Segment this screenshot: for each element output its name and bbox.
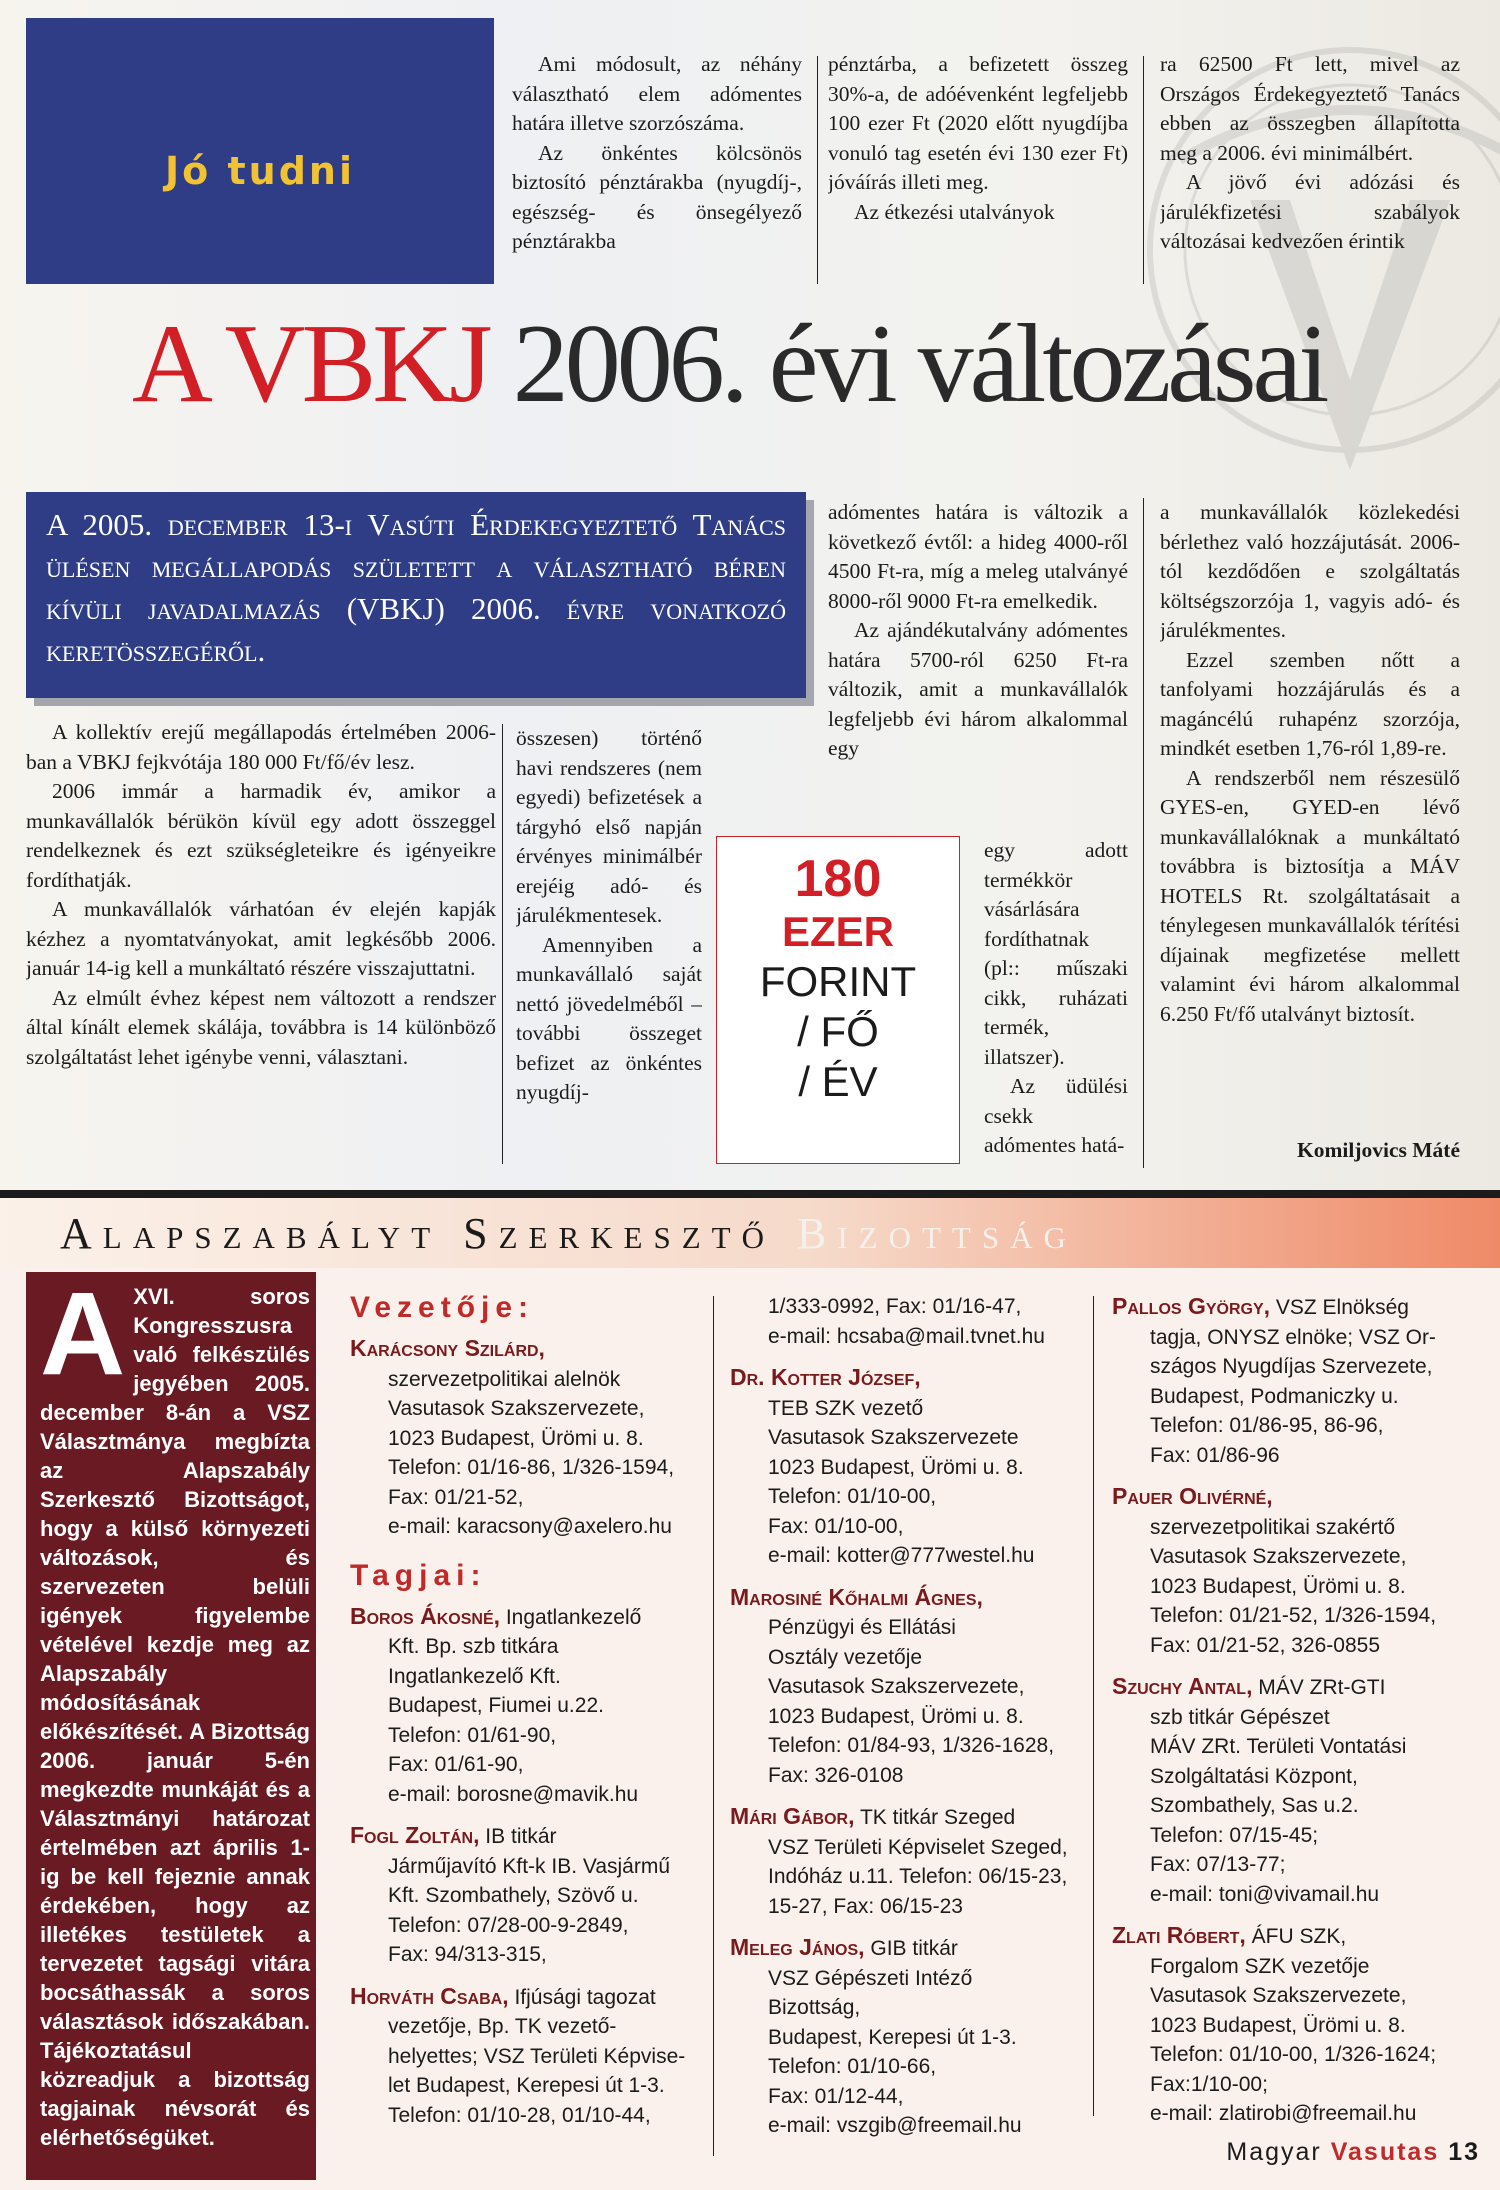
contact-line: e-mail: vszgib@freemail.hu [768, 2114, 1022, 2137]
paragraph: a munkavállalók közlekedési bérlethez való hozzájutását. 2006-tól kezdődően e szolgáltatás költségszorzója 1, vagyis adó- és járulékmentes. [1160, 500, 1460, 642]
contact-role: Ifjúsági tagozat [508, 1985, 656, 2009]
page-number: 13 [1448, 2138, 1480, 2166]
contact-line: Telefon: 01/10-00, [768, 1485, 937, 1508]
contact-line: VSZ Gépészeti Intéző [768, 1966, 973, 1990]
column-rule [1143, 56, 1144, 284]
contact-role: IB titkár [479, 1825, 557, 1848]
contact-name: Pauer Olivérné, [1112, 1483, 1273, 1509]
contact-name: Karácsony Szilárd, [350, 1335, 545, 1361]
contact-line: e-mail: kotter@777westel.hu [768, 1544, 1035, 1567]
callout-amount: 180 [794, 850, 882, 908]
contact-role: GIB titkár [864, 1937, 958, 1960]
contact-line: tagja, ONYSZ elnöke; VSZ Or- [1150, 1325, 1436, 1349]
contact-line: e-mail: hcsaba@mail.tvnet.hu [768, 1324, 1045, 1348]
contact-line: Fax:1/10-00; [1150, 2072, 1268, 2096]
paragraph: A munkavállalók várhatóan év elején kapják kézhez a nyomtatványokat, amit legkésőbb 2006. január 14-ig kell a munkáltató részére visszajuttatni. [26, 897, 496, 980]
contact-line: 1023 Budapest, Ürömi u. 8. [768, 1455, 1024, 1479]
contact-line: Telefon: 07/28-00-9-2849, [388, 1913, 629, 1937]
contact-line: szágos Nyugdíjas Szervezete, [1150, 1355, 1433, 1378]
magazine-name-1: Magyar [1226, 2138, 1322, 2166]
contact-line: szervezetpolitikai alelnök [388, 1367, 621, 1391]
contact-line: Kft. Szombathely, Szövő u. [388, 1884, 639, 1907]
contact-line: Telefon: 01/16-86, 1/326-1594, [388, 1456, 675, 1479]
contact-entry [1112, 1482, 1482, 1660]
contact-line: Fax: 326-0108 [768, 1763, 904, 1787]
section-divider [0, 1190, 1500, 1198]
contact-name: Mári Gábor, [730, 1803, 855, 1829]
contact-line: Fax: 01/12-44, [768, 2084, 904, 2108]
contact-line: Telefon: 01/10-28, 01/10-44, [388, 2103, 651, 2127]
contact-line: Vasutasok Szakszervezete, [388, 1397, 645, 1420]
contact-line: Budapest, Fiumei u.22. [388, 1694, 604, 1717]
column-rule [817, 56, 818, 284]
contact-line: Szolgáltatási Központ, [1150, 1764, 1358, 1788]
paragraph: Az önkéntes kölcsönös biztosító pénztárakba (nyugdíj-, egészség- és önsegélyező pénztárakba [512, 140, 802, 253]
contact-name: Meleg János, [730, 1934, 865, 1960]
top-column-3 [1160, 50, 1460, 288]
contact-line: 1023 Budapest, Ürömi u. 8. [768, 1704, 1024, 1728]
contact-line: Vasutasok Szakszervezete [768, 1426, 1019, 1449]
kicker-label: Jó tudni [165, 149, 355, 193]
contact-line: 1023 Budapest, Ürömi u. 8. [1150, 1574, 1406, 1598]
callout-per-year: / ÉV [798, 1058, 878, 1105]
body-column-3-top [828, 498, 1128, 828]
contact-line: Fax: 01/10-00, [768, 1514, 904, 1538]
paragraph: Amennyiben a munkavállaló saját nettó jövedelméből – további összeget befizet az önkéntes nyugdíj- [516, 932, 702, 1104]
paragraph: Az ajándékutalvány adómentes határa 5700-ról 6250 Ft-ra változik, amit a munkavállalók legfeljebb évi három alkalommal egy [828, 618, 1128, 760]
contact-name: Dr. Kotter József, [730, 1364, 921, 1390]
section-banner [0, 1198, 1500, 1268]
paragraph: Az elmúlt évhez képest nem változott a rendszer által kínált elemek skálája, továbbra is 14 különböző szolgáltatást lehet igénybe venni, választani. [26, 985, 496, 1069]
contact-line: 1023 Budapest, Ürömi u. 8. [388, 1426, 644, 1450]
contact-entry [350, 1334, 720, 1542]
contact-line: e-mail: toni@vivamail.hu [1150, 1882, 1380, 1906]
contact-line: e-mail: borosne@mavik.hu [388, 1782, 639, 1806]
contact-line: Telefon: 01/10-66, [768, 2055, 937, 2078]
contact-name: Szuchy Antal, [1112, 1673, 1253, 1699]
contact-name: Horváth Csaba, [350, 1982, 509, 2009]
contact-line: VSZ Területi Képviselet Szeged, [768, 1835, 1068, 1859]
contact-line: e-mail: zlatirobi@freemail.hu [1150, 2102, 1417, 2125]
contact-continuation [730, 1292, 1100, 1351]
contact-role: VSZ Elnökség [1270, 1296, 1409, 1319]
column-rule [1093, 1296, 1094, 2116]
contact-line: Pénzügyi és Ellátási [768, 1616, 956, 1639]
paragraph: Ami módosult, az néhány választható elem adómentes határa illetve szorzószáma. [512, 52, 802, 135]
contact-line: Telefon: 01/21-52, 1/326-1594, [1150, 1604, 1437, 1627]
contact-line: szb titkár Gépészet [1150, 1705, 1330, 1729]
paragraph: összesen) történő havi rendszeres (nem egyedi) befizetések a tárgyhó első napján érvényes minimálbér erejéig adó- és járulékmentesek. [516, 726, 702, 927]
contact-line: Fax: 94/313-315, [388, 1943, 547, 1966]
contact-line: Budapest, Podmaniczky u. [1150, 1384, 1399, 1408]
paragraph: ra 62500 Ft lett, mivel az Országos Érdekegyeztető Tanács ebben az összegben állapította meg a 2006. évi minimálbért. [1160, 52, 1460, 165]
paragraph: adómentes határa is változik a következő évtől: a hideg 4000-ről 4500 Ft-ra, míg a meleg utalványé 8000-ről 9000 Ft-ra emelkedik. [828, 500, 1128, 613]
callout-per-person: / FŐ [797, 1008, 879, 1055]
page-footer [1120, 2138, 1480, 2167]
paragraph: A kollektív erejű megállapodás értelmében 2006-ban a VBKJ fejkvótája 180 000 Ft/fő/év lesz. [26, 720, 496, 774]
contact-line: Ingatlankezelő Kft. [388, 1664, 561, 1688]
intro-text: XVI. soros Kongresszusra való felkészülés jegyében 2005. december 8-án a VSZ Választmánya megbízta az Alapszabály Szerkesztő Bizottságot, hogy a külső környezeti változások, és szervezeten belüli igények figyelembe vételével kezdje meg az Alapszabály módosításának előkészítését. A Bizottság 2006. január 5-én megkezdte munkáját és a Választmányi határozat értelmében azt április 1-ig be kell fejeznie annak érdekében, hogy az illetékes testületek a tervezetet tagsági vitára bocsáthassák a soros választások időszakában. Tájékoztatásul közreadjuk a bizottság tagjainak névsorát és elérhetőségüket. [40, 1284, 310, 2150]
paragraph: A jövő évi adózási és járulékfizetési szabályok változásai kedvezően érintik [1160, 170, 1460, 253]
contact-line: Vasutasok Szakszervezete, [768, 1675, 1025, 1698]
headline [132, 300, 1432, 450]
kicker-box [26, 18, 494, 284]
contact-line: Osztály vezetője [768, 1645, 923, 1669]
contact-line: helyettes; VSZ Területi Képvise- [388, 2044, 686, 2068]
lead-box [26, 492, 806, 698]
contact-role: ÁFU SZK, [1245, 1925, 1347, 1948]
contact-role: MÁV ZRt-GTI [1252, 1676, 1386, 1699]
body-column-2 [516, 724, 702, 1168]
contact-entry [350, 1602, 720, 1810]
contact-line: Kft. Bp. szb titkára [388, 1635, 559, 1658]
contact-line: let Budapest, Kerepesi út 1-3. [388, 2074, 665, 2097]
callout-unit: EZER [781, 908, 894, 955]
contact-line: Fax: 01/86-96 [1150, 1443, 1280, 1467]
intro-text-block [40, 1268, 310, 2152]
banner-word-3: Bizottság [796, 1208, 1077, 1258]
magazine-name-2: Vasutas [1330, 2138, 1440, 2166]
contacts-column-3 [1112, 1292, 1482, 2141]
contact-name: Boros Ákosné, [350, 1602, 501, 1629]
contact-entry [350, 1821, 720, 1970]
banner-word-2: Szerkesztő [463, 1208, 775, 1258]
contacts-column-2 [730, 1292, 1100, 2153]
callout-currency: FORINT [759, 958, 917, 1005]
contact-line: 1023 Budapest, Ürömi u. 8. [1150, 2013, 1406, 2037]
column-rule [713, 1296, 714, 2156]
contact-line: Bizottság, [768, 1996, 861, 2019]
contact-role: TK titkár Szeged [854, 1806, 1016, 1829]
paragraph: pénztárba, a befizetett összeg 30%-a, de adóévenként legfeljebb 100 ezer Ft (2020 előtt nyugdíjba vonuló tag esetén évi 130 ezer Ft) jóváírás illeti meg. [828, 52, 1128, 194]
contact-entry [730, 1583, 1100, 1791]
contact-entry [1112, 1292, 1482, 1470]
contact-line: Telefon: 01/10-00, 1/326-1624; [1150, 2043, 1437, 2066]
contact-line: 15-27, Fax: 06/15-23 [768, 1894, 963, 1918]
headline-part-1: A VBKJ [132, 302, 489, 426]
contact-entry [1112, 1921, 1482, 2129]
paragraph: 2006 immár a harmadik év, amikor a munkavállalók bérükön kívül egy adott összeggel rendelkeznek és ezt szükségleteikre és igényeikre fordíthatják. [26, 779, 496, 892]
paragraph: Az étkezési utalványok [854, 199, 1055, 224]
contact-line: Telefon: 01/84-93, 1/326-1628, [768, 1734, 1055, 1757]
contact-line: Forgalom SZK vezetője [1150, 1954, 1370, 1978]
paragraph: A rendszerből nem részesülő GYES-en, GYED-en lévő munkavállalóknak a munkáltató továbbra is biztosítja a MÁV HOTELS Rt. szolgáltatásait a ténylegesen munkavállalók térítési díjainak megfizetése mellett valamint évi három alkalommal 6.250 Ft/fő utalványt biztosít. [1160, 765, 1460, 1026]
body-column-3-bottom [984, 836, 1128, 1166]
banner-title [0, 1208, 1077, 1259]
leader-heading: Vezetője: [350, 1291, 535, 1324]
contact-name: Zlati Róbert, [1112, 1922, 1246, 1948]
headline-part-2: 2006. évi változásai [512, 302, 1326, 426]
contact-entry [1112, 1672, 1482, 1909]
contact-line: szervezetpolitikai szakértő [1150, 1515, 1396, 1539]
contact-line: Vasutasok Szakszervezete, [1150, 1545, 1407, 1568]
contact-line: Budapest, Kerepesi út 1-3. [768, 2025, 1017, 2049]
contact-entry [730, 1933, 1100, 2141]
contact-name: Marosiné Kőhalmi Ágnes, [730, 1583, 983, 1610]
contact-entry [730, 1802, 1100, 1921]
contact-line: TEB SZK vezető [768, 1396, 924, 1420]
banner-word-1: Alapszabályt [60, 1208, 442, 1258]
lead-text: A 2005. december 13-i Vasúti Érdekegyeztető Tanács ülésen megállapodás született a választható béren kívüli javadalmazás (VBKJ) 2006. évre vonatkozó keretösszegéről. [46, 507, 786, 668]
contact-line: Telefon: 07/15-45; [1150, 1823, 1319, 1847]
body-column-4 [1160, 498, 1460, 1138]
author-byline: Komiljovics Máté [1297, 1138, 1460, 1162]
body-column-1 [26, 718, 496, 1168]
amount-callout [716, 836, 960, 1164]
contact-line: e-mail: karacsony@axelero.hu [388, 1515, 672, 1538]
contact-entry [350, 1982, 720, 2131]
contact-line: Telefon: 01/86-95, 86-96, [1150, 1414, 1384, 1437]
top-column-2 [828, 50, 1128, 288]
drop-cap: A [40, 1268, 126, 1400]
contact-line: Szombathely, Sas u.2. [1150, 1794, 1359, 1817]
contact-name: Pallos György, [1112, 1293, 1271, 1319]
contact-line: MÁV ZRt. Területi Vontatási [1150, 1735, 1407, 1758]
contact-line: Fax: 07/13-77; [1150, 1853, 1286, 1876]
contact-line: 1/333-0992, Fax: 01/16-47, [768, 1295, 1022, 1318]
contact-line: Fax: 01/21-52, 326-0855 [1150, 1633, 1380, 1657]
contact-line: vezetője, Bp. TK vezető- [388, 2015, 617, 2038]
contact-role: Ingatlankezelő [500, 1605, 642, 1629]
contact-name: Fogl Zoltán, [350, 1822, 480, 1848]
paragraph: egy adott termékkör vásárlására fordíthatnak (pl:: műszaki cikk, ruházati termék, illatszer). [984, 838, 1128, 1069]
top-column-1 [512, 50, 802, 288]
members-heading: Tagjai: [350, 1558, 487, 1592]
contact-line: Telefon: 01/61-90, [388, 1723, 557, 1747]
contact-line: Indóház u.11. Telefon: 06/15-23, [768, 1865, 1068, 1888]
paragraph: Ezzel szemben nőtt a tanfolyami hozzájárulás és a magáncélú ruhapénz szorzója, mindkét esetben 1,76-ról 1,89-re. [1160, 647, 1460, 760]
contact-line: Fax: 01/61-90, [388, 1753, 524, 1776]
column-rule [1143, 498, 1144, 1168]
paragraph: Az üdülési csekk adómentes hatá- [984, 1074, 1128, 1157]
contacts-column-1 [350, 1290, 720, 2142]
contact-entry [730, 1363, 1100, 1571]
contact-line: Járműjavító Kft-k IB. Vasjármű [388, 1854, 671, 1878]
contact-line: Vasutasok Szakszervezete, [1150, 1984, 1407, 2007]
contact-line: Fax: 01/21-52, [388, 1485, 524, 1509]
column-rule [502, 724, 503, 1164]
